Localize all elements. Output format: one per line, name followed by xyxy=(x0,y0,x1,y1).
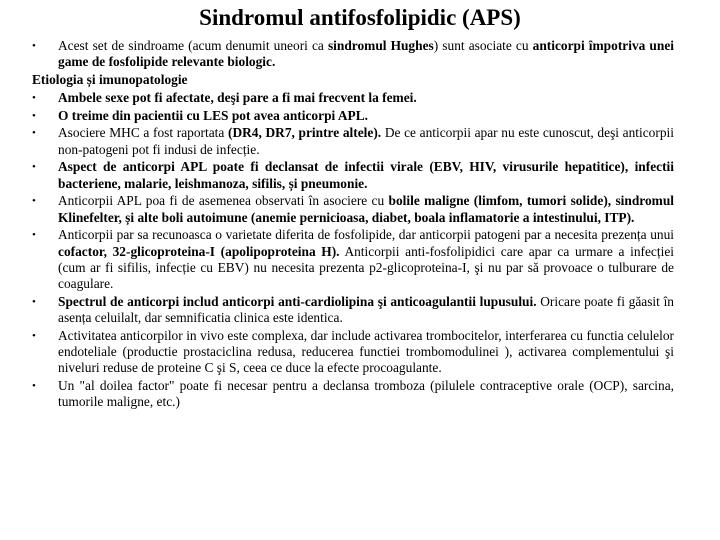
list-item xyxy=(32,227,674,292)
list-item xyxy=(32,90,674,106)
bold-text-run: bolile maligne (limfom, tumori solide), sindromul Klinefelter, și alte boli autoimune (anemie pernicioasa, diabet, boala inflamatorie a intestinului, ITP). xyxy=(58,193,674,225)
list-item xyxy=(32,328,674,377)
bullet-icon: • xyxy=(32,127,36,140)
bullet-icon: • xyxy=(32,229,36,242)
intro-item xyxy=(32,38,674,70)
list-item xyxy=(32,159,674,191)
intro-text xyxy=(58,38,674,69)
text-run: Anticorpii par sa recunoasca o varietate diferita de fosfolipide, dar anticorpii patogeni par a necesita prezența unui xyxy=(58,227,674,243)
text-run: ) sunt asociate cu xyxy=(433,38,533,53)
list-item xyxy=(32,378,674,410)
text-run: Asociere MHC a fost raportata xyxy=(58,125,228,141)
text-run: Anticorpii anti-fosfolipidici care apar ca urmare a infecției (cum ar fi sifilis, infecție cu EBV) nu necesita prezenta p2-glicoproteina-I, şi nu par să provoace o tulburare de coagulare. xyxy=(58,243,674,291)
list-item-text xyxy=(58,227,674,291)
text-run: De ce anticorpii apar nu este cunoscut, deşi anticorpii non-patogeni pot fi indusi de infecție. xyxy=(58,125,674,157)
list-item-text xyxy=(58,378,674,409)
list-item xyxy=(32,193,674,225)
bullet-icon: • xyxy=(32,161,36,174)
bullet-icon: • xyxy=(32,195,36,208)
bold-text-run: sindromul Hughes xyxy=(327,38,434,53)
bold-text-run: Ambele sexe pot fi afectate, deşi pare a fi mai xyxy=(58,89,319,105)
list-item xyxy=(32,125,674,157)
bold-text-run: Spectrul de anticorpi includ anticorpi anti-cardiolipina şi anticoagulantii lupusului. xyxy=(58,293,537,309)
list-item-text xyxy=(58,294,674,325)
bold-text-run: Aspect de anticorpi APL poate fi declansat de infectii virale (EBV, HIV, virusurile hepatitice), infectii bacteriene, malarie, leishmanoza, sifilis, și pneumonie. xyxy=(58,159,674,191)
text-run: Un "al doilea factor" poate fi necesar pentru a declansa tromboza (pilulele contraceptive orale (OCP), sarcina, tumorile maligne, etc.) xyxy=(58,378,674,410)
text-run: Activitatea anticorpilor in vivo este complexa, dar include activarea trombocitelor, interferarea cu functia celulelor endoteliale (productie prostaciclina redusa, reducerea functiei trombomodulinei ), activarea complementului şi niveluri reduse de proteine C şi S, ceea ce duce la efecte procoagulante. xyxy=(58,327,674,376)
bold-text-run: anticorpi împotriva unei game de fosfolipide relevante biologic. xyxy=(58,38,674,70)
bullet-icon: • xyxy=(32,109,36,122)
section-heading: Etiologia și imunopatologie xyxy=(32,72,188,87)
bold-text-run: O treime din pacientii cu LES pot avea anticorpi APL. xyxy=(58,107,368,123)
slide-content xyxy=(32,38,674,412)
bullet-icon: • xyxy=(32,91,36,104)
bullet-icon: • xyxy=(32,295,36,308)
list-item-text xyxy=(58,125,674,156)
bullet-icon: • xyxy=(32,40,36,52)
text-run: Anticorpii APL poa fi de asemenea observati în asociere cu xyxy=(58,193,389,209)
list-item-text xyxy=(58,159,674,190)
list-item-text xyxy=(58,108,368,123)
bullet-icon: • xyxy=(32,380,36,392)
list-item xyxy=(32,108,674,124)
bold-text-run: (DR4, DR7, printre altele). xyxy=(228,125,382,141)
list-item-text xyxy=(58,90,417,105)
list-item-text xyxy=(58,193,674,224)
text-run: Oricare poate fi găasit în asența celuilalt, dar semnificatia clinica este identica. xyxy=(58,293,674,325)
bold-text-run: cofactor, 32-glicoproteina-I (apolipoproteina H). xyxy=(58,243,340,259)
list-item-text xyxy=(58,328,674,375)
list-item xyxy=(32,294,674,326)
bullet-icon: • xyxy=(32,329,36,342)
slide-title: Sindromul antifosfolipidic (APS) xyxy=(199,5,521,30)
text-run: Acest set de sindroame (acum denumit uneori ca xyxy=(58,38,328,53)
bold-text-run: frecvent la femei. xyxy=(318,89,417,105)
